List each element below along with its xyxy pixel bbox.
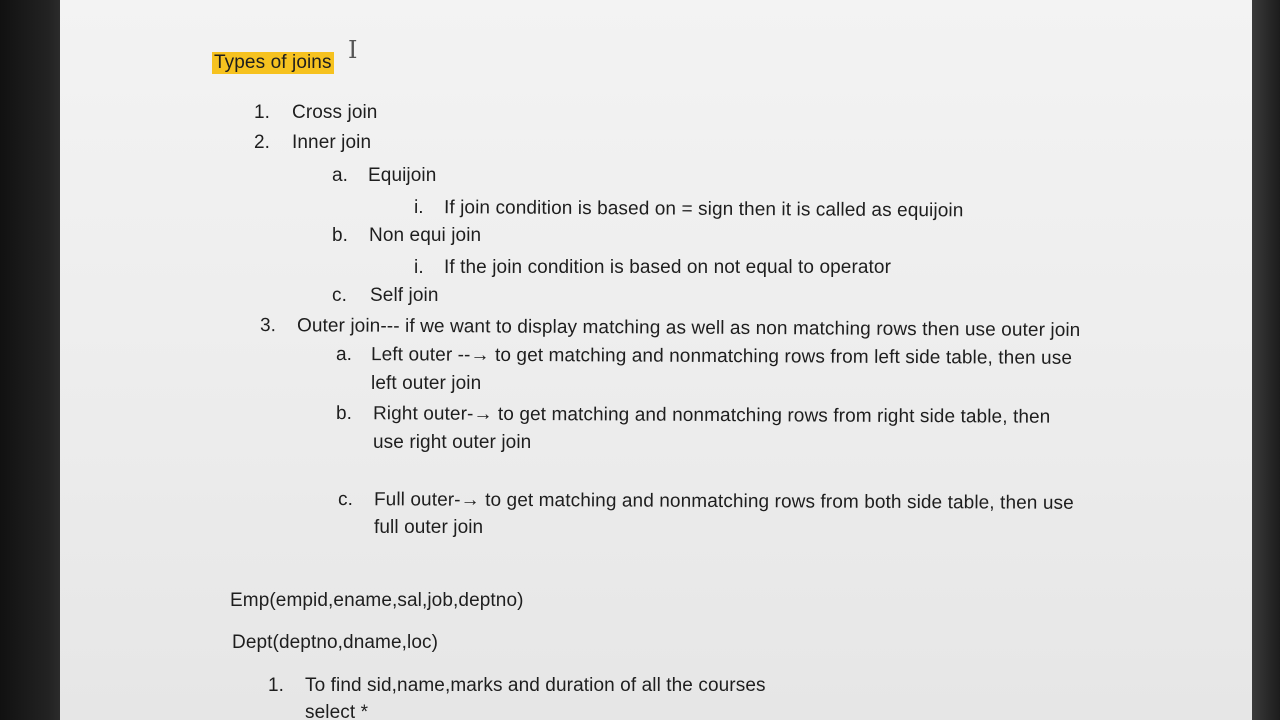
list-item-full-outer-continuation: full outer join (374, 517, 484, 538)
list-marker: 1. (268, 675, 285, 696)
list-item-full-outer (338, 489, 1074, 515)
text-cursor-icon: I (348, 36, 358, 64)
right-arrow-icon: → (473, 403, 493, 425)
schema-dept: Dept(deptno,dname,loc) (232, 632, 439, 653)
monitor-bezel-right (1252, 0, 1280, 720)
list-item-text: Non equi join (369, 225, 482, 246)
list-item-text: Self join (370, 285, 439, 306)
list-item-equijoin (332, 165, 436, 187)
list-marker: a. (335, 344, 353, 366)
list-marker: 2. (254, 132, 271, 153)
list-marker: c. (332, 285, 347, 306)
list-item-right-outer (336, 403, 1050, 429)
list-marker: b. (335, 403, 353, 425)
list-item-inner-join (254, 132, 371, 154)
list-item-text: Inner join (292, 132, 372, 153)
list-item-non-equi-definition (414, 257, 891, 279)
list-item-non-equi-join (332, 225, 481, 247)
list-item-text: If the join condition is based on not equal to operator (444, 257, 892, 278)
right-arrow-icon: → (460, 489, 480, 511)
list-item-cross-join (254, 102, 377, 124)
list-item-text: If join condition is based on = sign then it is called as equijoin (443, 197, 964, 222)
list-item-text: to get matching and nonmatching rows from right side table, then (492, 403, 1051, 428)
list-item-self-join (332, 285, 439, 307)
list-item-left-outer-continuation: left outer join (371, 373, 482, 394)
list-item-text: Outer join--- if we want to display matching as well as non matching rows then use outer join (296, 315, 1081, 342)
list-item-text: Equijoin (368, 165, 437, 186)
list-item-label: Full outer- (373, 489, 461, 511)
query-item-1 (268, 675, 766, 697)
schema-emp: Emp(empid,ename,sal,job,deptno) (230, 590, 524, 611)
list-marker: a. (332, 165, 349, 186)
heading-types-of-joins: Types of joins (214, 52, 332, 73)
list-item-outer-join (260, 315, 1081, 342)
list-item-text: Cross join (292, 102, 378, 123)
list-item-label: Right outer- (372, 403, 474, 425)
list-item-left-outer (336, 344, 1072, 370)
list-marker: i. (413, 197, 424, 219)
list-item-text: to get matching and nonmatching rows from left side table, then use (489, 344, 1073, 369)
list-marker: i. (414, 257, 424, 278)
list-item-right-outer-continuation: use right outer join (373, 432, 532, 453)
document-page[interactable] (60, 0, 1252, 720)
list-marker: b. (332, 225, 349, 246)
list-marker: 3. (259, 315, 277, 337)
monitor-bezel-left (0, 0, 60, 720)
list-item-equijoin-definition (414, 197, 964, 222)
right-arrow-icon: → (470, 344, 490, 366)
query-select-line: select * (305, 702, 369, 720)
query-text: To find sid,name,marks and duration of all the courses (305, 675, 766, 696)
list-item-text: to get matching and nonmatching rows from both side table, then use (479, 489, 1074, 514)
list-marker: c. (337, 489, 354, 511)
list-marker: 1. (254, 102, 271, 123)
list-item-label: Left outer -- (370, 344, 471, 366)
